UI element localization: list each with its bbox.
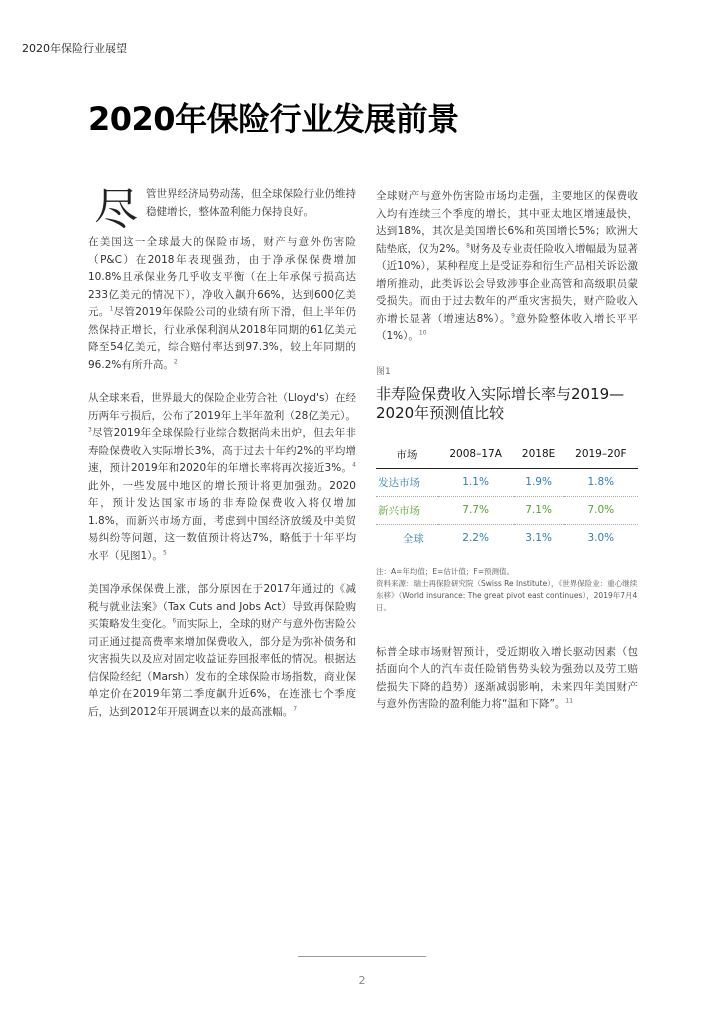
table-cell-value: 3.1% <box>525 532 552 544</box>
footnote-ref: 2 <box>173 358 178 365</box>
lead-text: 管世界经济局势动荡，但全球保险行业仍维持稳健增长，整体盈利能力保持良好。 <box>146 188 356 218</box>
body-paragraph: 美国净承保保费上涨，部分原因在于2017年通过的《减税与就业法案》（Tax Cuts and Jobs Act）导致再保险购买策略发生变化。$^6$而实际上，全球的财产与意外伤害险公司正通过提高费率来增加保费收入，部分是为弥补债务和灾害损失以及应对固定收益证券回报率低的情况。根据达信保险经纪（Marsh）发布的全球保险市场指数，商业保单定价在2019年第二季度飙升近6%，在连涨七个季度后，达到2012年开展调查以来的最高涨幅。$^7$ <box>88 583 357 718</box>
page-number: 2 <box>358 974 366 987</box>
footnote-ref: 6 <box>172 617 177 625</box>
body-paragraph: 标普全球市场财智预计，受近期收入增长驱动因素（包括面向个人的汽车责任险销售势头较为强劲以及劳工赔偿损失下降的趋势）逐渐减弱影响，未来四年美国财产与意外伤害险的盈利能力将“温和下降”。$^{11}$ <box>376 645 638 710</box>
body-paragraph: 从全球来看，世界最大的保险企业劳合社（Lloyd's）在经历两年亏损后，公布了2019年上半年盈利（28亿美元）。$^3$尽管2019年全球保险行业综合数据尚未出炉，但去年非寿险保费收入实际增长3%，高于过去十年约2%的平均增速，预计2019年和2020年的年增长率将再次接近3%。$^4$此外，一些发展中地区的增长预计将更加强劲。2020年，预计发达国家市场的非寿险保费收入将仅增加1.8%，而新兴市场方面，考虑到中国经济放缓及中美贸易纠纷等问题，这一数值预计将达7%，略低于十年平均水平（见图1）。$^5$ <box>88 392 356 562</box>
table-header-row <box>376 443 638 469</box>
column-header: 市场 <box>376 443 438 469</box>
body-paragraph: 全球财产与意外伤害险市场均走强，主要地区的保费收入均有连续三个季度的增长，其中亚太地区增速最快，达到18%，其次是美国增长6%和英国增长5%；欧洲大陆垫底，仅为2%。$^8$财务及专业责任险收入增幅最为显著（近10%），某种程度上是受证券和衍生产品相关诉讼激增所推动，此类诉讼会导致涉事企业高管和高级职员蒙受损失。而由于过去数年的严重灾害损失，财产险收入亦增长显著（增速达8%）。$^9$意外险整体收入增长平平（1%）。$^{10}$ <box>376 190 638 342</box>
footnote-ref: 10 <box>418 329 427 337</box>
figure-notes <box>376 566 638 614</box>
drop-cap: 尽 <box>94 184 138 235</box>
table-row <box>376 496 638 524</box>
table-cell-value: 1.8% <box>564 468 638 496</box>
table-cell-value: 1.1% <box>438 468 514 496</box>
table-cell-market: 新兴市场 <box>376 496 438 524</box>
page-title: 2020年保险行业发展前景 <box>88 100 459 138</box>
footnote-ref: 9 <box>511 312 515 319</box>
column-header: 2019–20F <box>564 443 638 469</box>
table-cell-value: 1.9% <box>514 468 564 496</box>
footnote-ref: 11 <box>565 697 574 705</box>
body-paragraph: 在美国这一全球最大的保险市场，财产与意外伤害险（P&C）在2018年表现强劲，由于净承保保费增加10.8%且承保业务几乎收支平衡（在上年承保亏损高达233亿美元的情况下），净收入飙升66%，达到600亿美元。$^1$尽管2019年保险公司的业绩有所下滑，但上半年仍然保持正增长，行业承保利润从2018年同期的61亿美元降至54亿美元，综合赔付率达到97.3%，较上年同期的96.2%有所升高。$^2$ <box>88 236 356 371</box>
right-column <box>376 188 638 714</box>
table-cell-value: 7.1% <box>514 496 564 524</box>
figure-note: 注：A=年均值；E=估计值；F=预测值。 <box>376 566 515 576</box>
table-cell-value: 3.0% <box>587 532 615 544</box>
figure-source: 资料来源：瑞士再保险研究院（Swiss Re Institute），《世界保险业：重心继续东移》（World insurance: The great pivot east continues），2019年7月4日。 <box>376 578 638 612</box>
footnote-ref: 8 <box>466 242 470 249</box>
column-header: 2008–17A <box>438 443 514 469</box>
footnote-ref: 7 <box>293 705 298 712</box>
table-cell-market: 全球 <box>402 532 424 545</box>
growth-table <box>376 443 638 552</box>
left-column <box>88 186 356 721</box>
table-cell-market: 发达市场 <box>376 468 438 496</box>
footnote-ref: 1 <box>109 305 114 313</box>
table-row <box>376 524 638 552</box>
column-header: 2018E <box>514 443 564 469</box>
running-header: 2020年保险行业展望 <box>22 42 127 55</box>
table-row <box>376 468 638 496</box>
lead-paragraph <box>88 184 356 235</box>
table-cell-value: 7.7% <box>438 496 514 524</box>
footnote-ref: 3 <box>88 426 92 434</box>
figure-label: 图1 <box>376 366 391 377</box>
footnote-ref: 5 <box>162 549 167 556</box>
footer-divider <box>298 956 426 957</box>
footnote-ref: 4 <box>352 461 356 469</box>
figure-title: 非寿险保费收入实际增长率与2019—2020年预测值比较 <box>376 384 625 422</box>
table-cell-value: 7.0% <box>564 496 638 524</box>
table-cell-value: 2.2% <box>462 532 489 544</box>
